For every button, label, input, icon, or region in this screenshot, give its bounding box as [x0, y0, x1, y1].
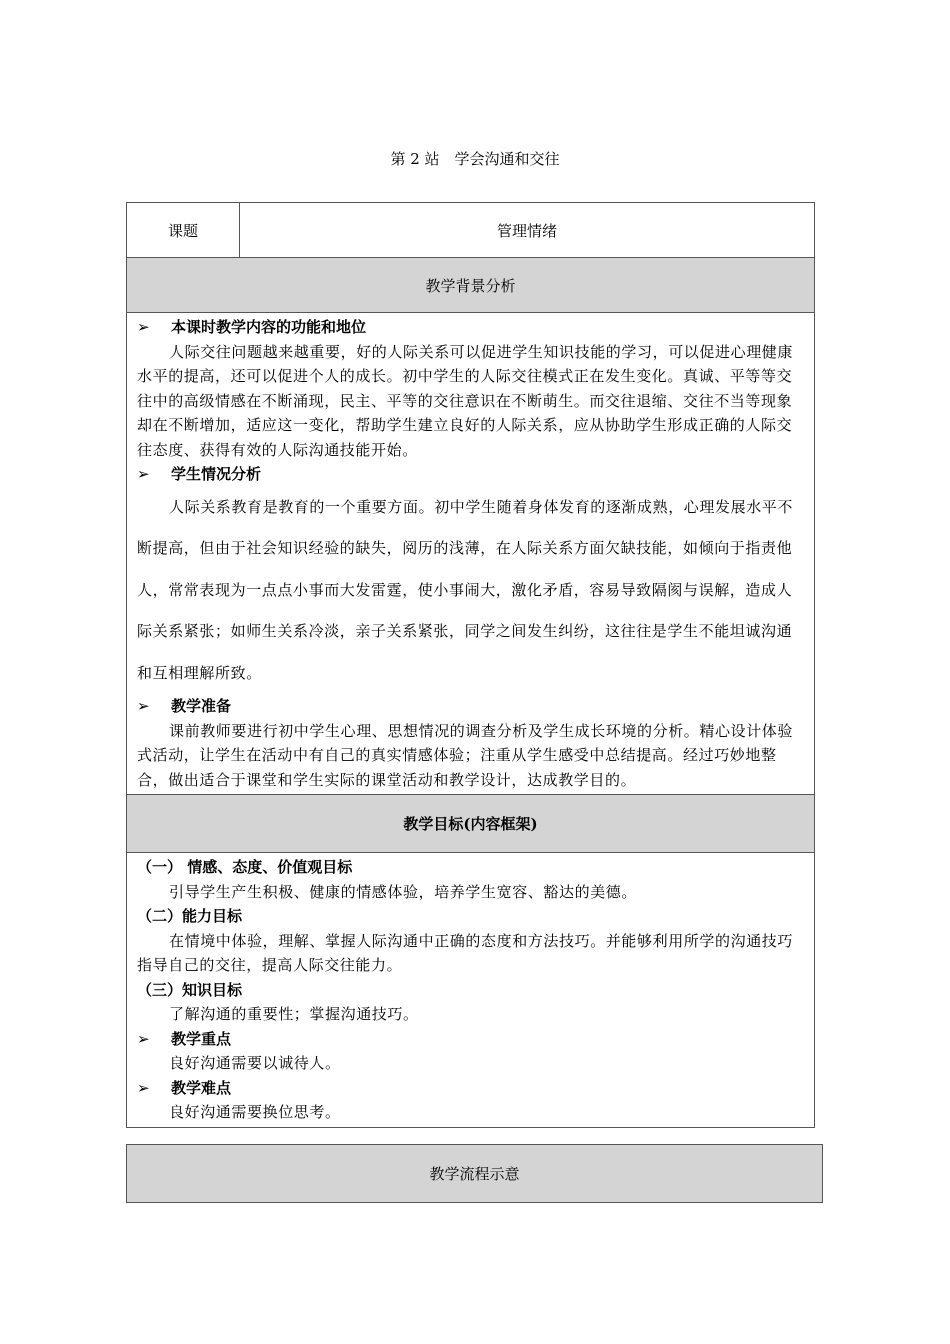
goal-paragraph-emotion: 引导学生产生积极、健康的情感体验，培养学生宽容、豁达的美德。 [169, 882, 638, 901]
topic-value: 管理情绪 [496, 221, 557, 240]
background-content [127, 313, 814, 795]
background-header: 教学背景分析 [127, 258, 814, 313]
student-analysis-heading: 学生情况分析 [171, 465, 262, 483]
difficult-point-paragraph: 良好沟通需要换位思考。 [169, 1103, 341, 1121]
arrow-bullet-icon: ➢ [137, 697, 150, 715]
bullet-heading [137, 694, 804, 719]
lesson-plan-table [126, 202, 815, 1128]
arrow-bullet-icon: ➢ [137, 1078, 150, 1097]
page-title: 第 2 站 学会沟通和交往 [390, 150, 560, 168]
goals-header: 教学目标(内容框架) [127, 795, 814, 853]
bullet-heading [137, 1076, 804, 1101]
student-analysis-paragraph: 人际关系教育是教育的一个重要方面。初中学生随着身体发育的逐渐成熟，心理发展水平不断提高，但由于社会知识经验的缺失，阅历的浅薄，在人际关系方面欠缺技能，如倾向于指责他人，常常表现为一点点小事而大发雷霆，使小事闹大，激化矛盾，容易导致隔阂与误解，造成人际关系紧张；如师生关系冷淡，亲子关系紧张，同学之间发生纠纷，这往往是学生不能坦诚沟通和互相理解所致。 [137, 497, 794, 682]
goal-heading-knowledge: （三）知识目标 [137, 980, 243, 999]
arrow-bullet-icon: ➢ [137, 318, 150, 336]
function-position-heading: 本课时教学内容的功能和地位 [171, 318, 367, 336]
key-point-paragraph: 良好沟通需要以诚待人。 [169, 1054, 341, 1072]
topic-row [127, 203, 814, 258]
flow-header: 教学流程示意 [126, 1144, 823, 1203]
key-point-heading: 教学重点 [171, 1029, 232, 1048]
goal-paragraph-knowledge: 了解沟通的重要性；掌握沟通技巧。 [169, 1005, 419, 1023]
preparation-heading: 教学准备 [171, 697, 232, 715]
goals-content [127, 853, 814, 1127]
goal-paragraph-ability: 在情境中体验，理解、掌握人际沟通中正确的态度和方法技巧。并能够利用所学的沟通技巧指导自己的交往，提高人际交往能力。 [137, 931, 794, 974]
function-position-paragraph: 人际交往问题越来越重要，好的人际关系可以促进学生知识技能的学习，可以促进心理健康水平的提高，还可以促进个人的成长。初中学生的人际交往模式正在发生变化。真诚、平等等交往中的高级情感在不断涌现，民主、平等的交往意识在不断萌生。而交往退缩、交往不当等现象却在不断增加，适应这一变化，帮助学生建立良好的人际关系，应从协助学生形成正确的人际交往态度、获得有效的人际沟通技能开始。 [137, 342, 794, 459]
bullet-heading [137, 1027, 804, 1052]
arrow-bullet-icon: ➢ [137, 1029, 150, 1048]
preparation-paragraph: 课前教师要进行初中学生心理、思想情况的调查分析及学生成长环境的分析。精心设计体验式活动，让学生在活动中有自己的真实情感体验；注重从学生感受中总结提高。经过巧妙地整合，做出适合于课堂和学生实际的课堂活动和教学设计，达成教学目的。 [137, 721, 794, 789]
goal-heading-emotion: （一） 情感、态度、价值观目标 [137, 858, 353, 876]
arrow-bullet-icon: ➢ [137, 465, 150, 483]
bullet-heading [137, 315, 804, 340]
topic-label: 课题 [127, 203, 240, 257]
goal-heading-ability: （二）能力目标 [137, 907, 243, 925]
bullet-heading [137, 462, 804, 487]
difficult-point-heading: 教学难点 [171, 1078, 232, 1097]
